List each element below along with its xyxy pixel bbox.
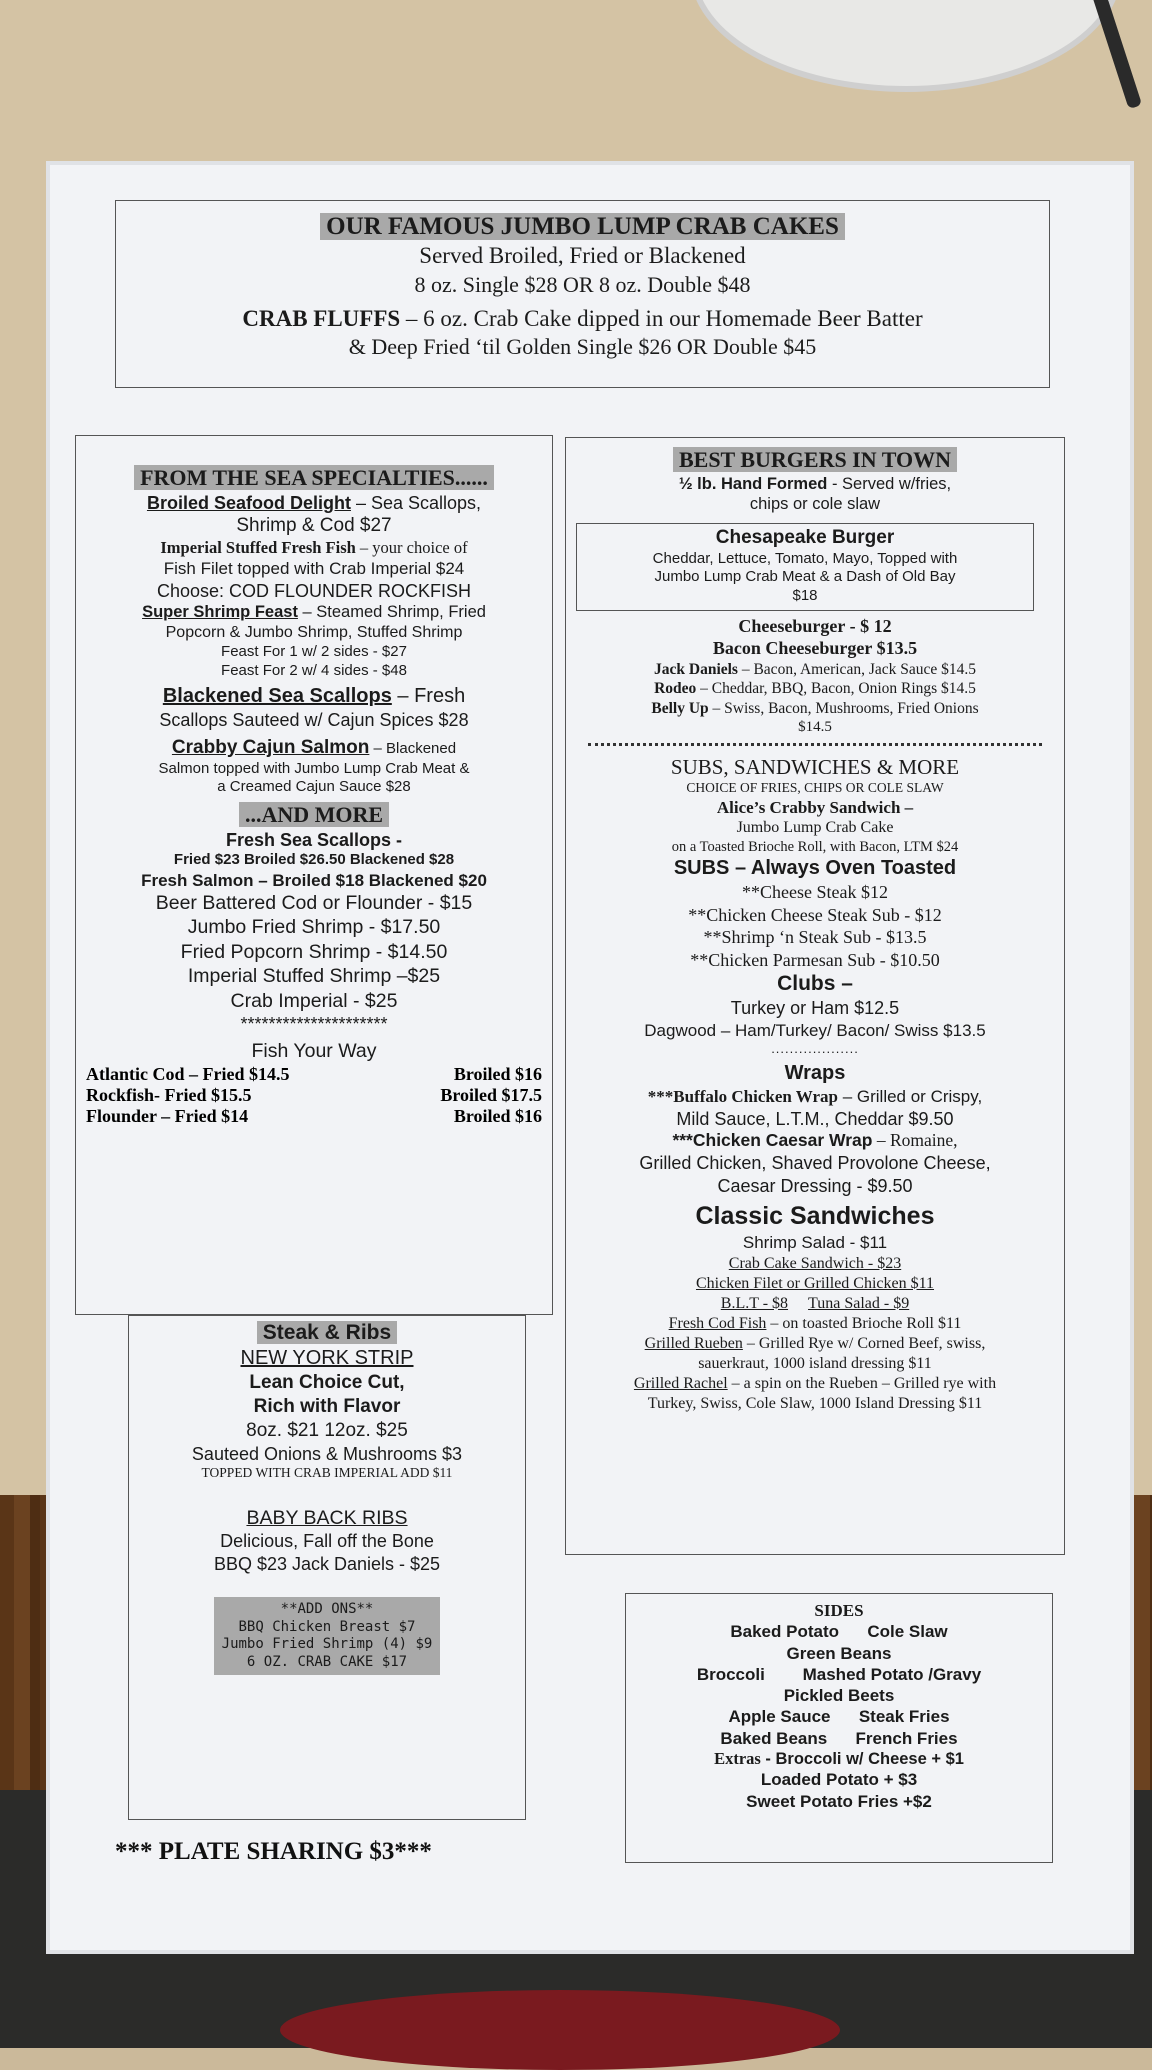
alice-line2: on a Toasted Brioche Roll, with Bacon, LTM $24 — [671, 839, 959, 855]
seafood-delight-line2: Shrimp & Cod $27 — [236, 515, 392, 536]
more-item: Crab Imperial - $25 — [230, 989, 398, 1012]
crab-cakes-line2: 8 oz. Single $28 OR 8 oz. Double $48 — [414, 272, 751, 297]
side-item: Green Beans — [786, 1643, 892, 1663]
chesapeake-line1: Cheddar, Lettuce, Tomato, Mayo, Topped with — [652, 549, 958, 567]
cheeseburger: Cheeseburger - $ 12 — [738, 615, 892, 636]
club-item: Turkey or Ham $12.5 — [730, 998, 900, 1019]
rachel-line1: Grilled Rachel – a spin on the Rueben – Grilled rye with — [633, 1374, 997, 1392]
more-item: Imperial Stuffed Shrimp –$25 — [187, 965, 441, 988]
crab-cakes-box — [115, 200, 1050, 388]
crab-cake-sandwich: Crab Cake Sandwich - $23 — [728, 1254, 902, 1272]
buffalo-wrap-line2: Mild Sauce, L.T.M., Cheddar $9.50 — [676, 1108, 954, 1129]
sub-item: **Chicken Parmesan Sub - $10.50 — [690, 949, 940, 970]
imperial-fish-line1: Imperial Stuffed Fresh Fish – your choice of — [160, 537, 468, 557]
shrimp-feast-line2: Popcorn & Jumbo Shrimp, Stuffed Shrimp — [165, 623, 463, 641]
fish-your-way-title: Fish Your Way — [251, 1040, 377, 1063]
steak-ribs-box — [128, 1315, 526, 1820]
clubs-title: Clubs – — [777, 972, 853, 996]
ribs-line1: Delicious, Fall off the Bone — [220, 1531, 434, 1552]
caesar-wrap-line2: Grilled Chicken, Shaved Provolone Cheese, — [639, 1153, 991, 1173]
fresh-cod-fish: Fresh Cod Fish – on toasted Brioche Roll $11 — [668, 1314, 962, 1332]
chesapeake-price: $18 — [792, 587, 818, 604]
new-york-strip: NEW YORK STRIP — [240, 1347, 414, 1370]
topped-crab-imperial: TOPPED WITH CRAB IMPERIAL ADD $11 — [201, 1465, 453, 1480]
sides-title: SIDES — [814, 1601, 864, 1620]
oven-toasted-title: SUBS – Always Oven Toasted — [673, 857, 957, 880]
side-item: Pickled Beets — [783, 1686, 895, 1705]
feast-for-1: Feast For 1 w/ 2 sides - $27 — [221, 642, 407, 660]
burgers-subs-box — [565, 437, 1065, 1555]
side-item: Broccoli Mashed Potato /Gravy — [696, 1664, 982, 1684]
classic-sandwiches-title: Classic Sandwiches — [695, 1202, 935, 1230]
crab-cakes-line1: Served Broiled, Fried or Blackened — [419, 243, 746, 269]
shrimp-feast-line1: Super Shrimp Feast – Steamed Shrimp, Fried — [142, 603, 486, 622]
lean-line2: Rich with Flavor — [253, 1396, 401, 1417]
caesar-wrap-line1: ***Chicken Caesar Wrap – Romaine, — [672, 1130, 958, 1151]
fish-choice: Choose: COD FLOUNDER ROCKFISH — [156, 580, 472, 601]
chicken-filet: Chicken Filet or Grilled Chicken $11 — [695, 1274, 935, 1292]
fish-row: Atlantic Cod – Fried $14.5 Broiled $16 — [86, 1063, 542, 1084]
subs-choice: CHOICE OF FRIES, CHIPS OR COLE SLAW — [686, 779, 944, 795]
lean-line1: Lean Choice Cut, — [249, 1372, 405, 1394]
alice-title: Alice’s Crabby Sandwich – — [716, 797, 914, 817]
fish-row: Flounder – Fried $14 Broiled $16 — [86, 1105, 542, 1126]
more-item: Beer Battered Cod or Flounder - $15 — [155, 892, 473, 914]
baby-back-ribs: BABY BACK RIBS — [246, 1506, 408, 1529]
add-ons-title: **ADD ONS** — [280, 1601, 374, 1618]
more-item: Fried Popcorn Shrimp - $14.50 — [180, 940, 448, 963]
belly-up-price: $14.5 — [798, 718, 832, 735]
red-cloth — [280, 1990, 840, 2070]
salmon-line1: Crabby Cajun Salmon – Blackened — [171, 736, 457, 758]
side-loaded-potato: Loaded Potato + $3 — [760, 1770, 918, 1790]
sub-item: **Chicken Cheese Steak Sub - $12 — [688, 904, 942, 925]
dotted-divider — [588, 743, 1042, 746]
more-item: Jumbo Fried Shrimp - $17.50 — [187, 916, 441, 939]
chesapeake-box — [576, 523, 1034, 611]
belly-up-burger: Belly Up – Swiss, Bacon, Mushrooms, Fried Onions — [651, 699, 979, 717]
seafood-delight-line1: Broiled Seafood Delight – Sea Scallops, — [146, 492, 482, 513]
onions-mushrooms: Sauteed Onions & Mushrooms $3 — [191, 1443, 463, 1464]
from-the-sea-box — [75, 435, 553, 1315]
blt-tuna: B.L.T - $8 Tuna Salad - $9 — [720, 1294, 910, 1312]
rodeo-burger: Rodeo – Cheddar, BBQ, Bacon, Onion Rings $14.5 — [654, 680, 976, 698]
caesar-wrap-line3: Caesar Dressing - $9.50 — [717, 1175, 913, 1196]
add-ons-block — [214, 1597, 441, 1675]
rueben-line1: Grilled Rueben – Grilled Rye w/ Corned Beef, swiss, — [644, 1334, 986, 1352]
best-burgers-title: BEST BURGERS IN TOWN — [673, 447, 957, 472]
ribs-line2: BBQ $23 Jack Daniels - $25 — [213, 1553, 441, 1574]
strip-sizes: 8oz. $21 12oz. $25 — [246, 1419, 408, 1441]
crab-fluffs-line2: & Deep Fried ‘til Golden Single $26 OR Double $45 — [348, 334, 817, 360]
scallops-line2: Scallops Sauteed w/ Cajun Spices $28 — [159, 710, 469, 731]
scallop-prices: Fried $23 Broiled $26.50 Blackened $28 — [173, 851, 455, 868]
steak-ribs-title: Steak & Ribs — [257, 1321, 397, 1344]
side-extras: Extras - Broccoli w/ Cheese + $1 — [714, 1748, 964, 1768]
dots-divider: ................... — [771, 1041, 859, 1057]
add-on-item: BBQ Chicken Breast $7 — [238, 1618, 416, 1635]
chesapeake-line2: Jumbo Lump Crab Meat & a Dash of Old Bay — [654, 568, 956, 586]
add-on-item: Jumbo Fried Shrimp (4) $9 — [221, 1636, 433, 1653]
burgers-sub-line1: ½ lb. Hand Formed - Served w/fries, — [678, 474, 952, 493]
from-the-sea-title: FROM THE SEA SPECIALTIES...... — [134, 465, 494, 490]
salmon-line2: Salmon topped with Jumbo Lump Crab Meat & — [158, 759, 470, 777]
bacon-cheeseburger: Bacon Cheeseburger $13.5 — [712, 638, 918, 659]
chesapeake-title: Chesapeake Burger — [715, 526, 895, 548]
burgers-sub-line2: chips or cole slaw — [749, 495, 881, 514]
plate-sharing: *** PLATE SHARING $3*** — [115, 1838, 432, 1865]
sides-box — [625, 1593, 1053, 1863]
imperial-fish-line2: Fish Filet topped with Crab Imperial $24 — [163, 559, 465, 579]
shrimp-salad: Shrimp Salad - $11 — [742, 1233, 888, 1253]
scallops-line1: Blackened Sea Scallops – Fresh — [162, 685, 466, 708]
sub-item: **Shrimp ‘n Steak Sub - $13.5 — [703, 927, 927, 948]
wraps-title: Wraps — [784, 1062, 846, 1085]
rachel-line2: Turkey, Swiss, Cole Slaw, 1000 Island Dressing $11 — [647, 1394, 983, 1412]
fresh-salmon: Fresh Salmon – Broiled $18 Blackened $20 — [141, 870, 487, 890]
feast-for-2: Feast For 2 w/ 4 sides - $48 — [221, 661, 407, 679]
buffalo-wrap-line1: ***Buffalo Chicken Wrap – Grilled or Crispy, — [647, 1087, 983, 1107]
side-item: Baked Potato Cole Slaw — [730, 1622, 948, 1642]
salmon-line3: a Creamed Cajun Sauce $28 — [217, 778, 411, 796]
rueben-line2: sauerkraut, 1000 island dressing $11 — [698, 1354, 932, 1372]
club-item: Dagwood – Ham/Turkey/ Bacon/ Swiss $13.5 — [644, 1020, 986, 1040]
side-item: Baked Beans French Fries — [720, 1728, 958, 1748]
subs-title: SUBS, SANDWICHES & MORE — [670, 754, 960, 779]
add-on-item: 6 OZ. CRAB CAKE $17 — [246, 1653, 408, 1670]
jack-daniels-burger: Jack Daniels – Bacon, American, Jack Sauce $14.5 — [654, 660, 976, 678]
fish-row: Rockfish- Fried $15.5 Broiled $17.5 — [86, 1084, 542, 1105]
side-sweet-potato: Sweet Potato Fries +$2 — [746, 1791, 932, 1811]
sub-item: **Cheese Steak $12 — [742, 882, 888, 903]
crab-cakes-title: OUR FAMOUS JUMBO LUMP CRAB CAKES — [320, 213, 845, 240]
fresh-sea-scallops: Fresh Sea Scallops - — [225, 829, 403, 850]
fish-your-way-list — [76, 1064, 552, 1127]
crab-fluffs-line1: CRAB FLUFFS – 6 oz. Crab Cake dipped in our Homemade Beer Batter — [242, 305, 923, 331]
alice-line1: Jumbo Lump Crab Cake — [736, 819, 894, 836]
and-more-title: ...AND MORE — [239, 802, 389, 827]
star-divider: ********************* — [240, 1013, 388, 1034]
side-item: Apple Sauce Steak Fries — [728, 1707, 950, 1727]
